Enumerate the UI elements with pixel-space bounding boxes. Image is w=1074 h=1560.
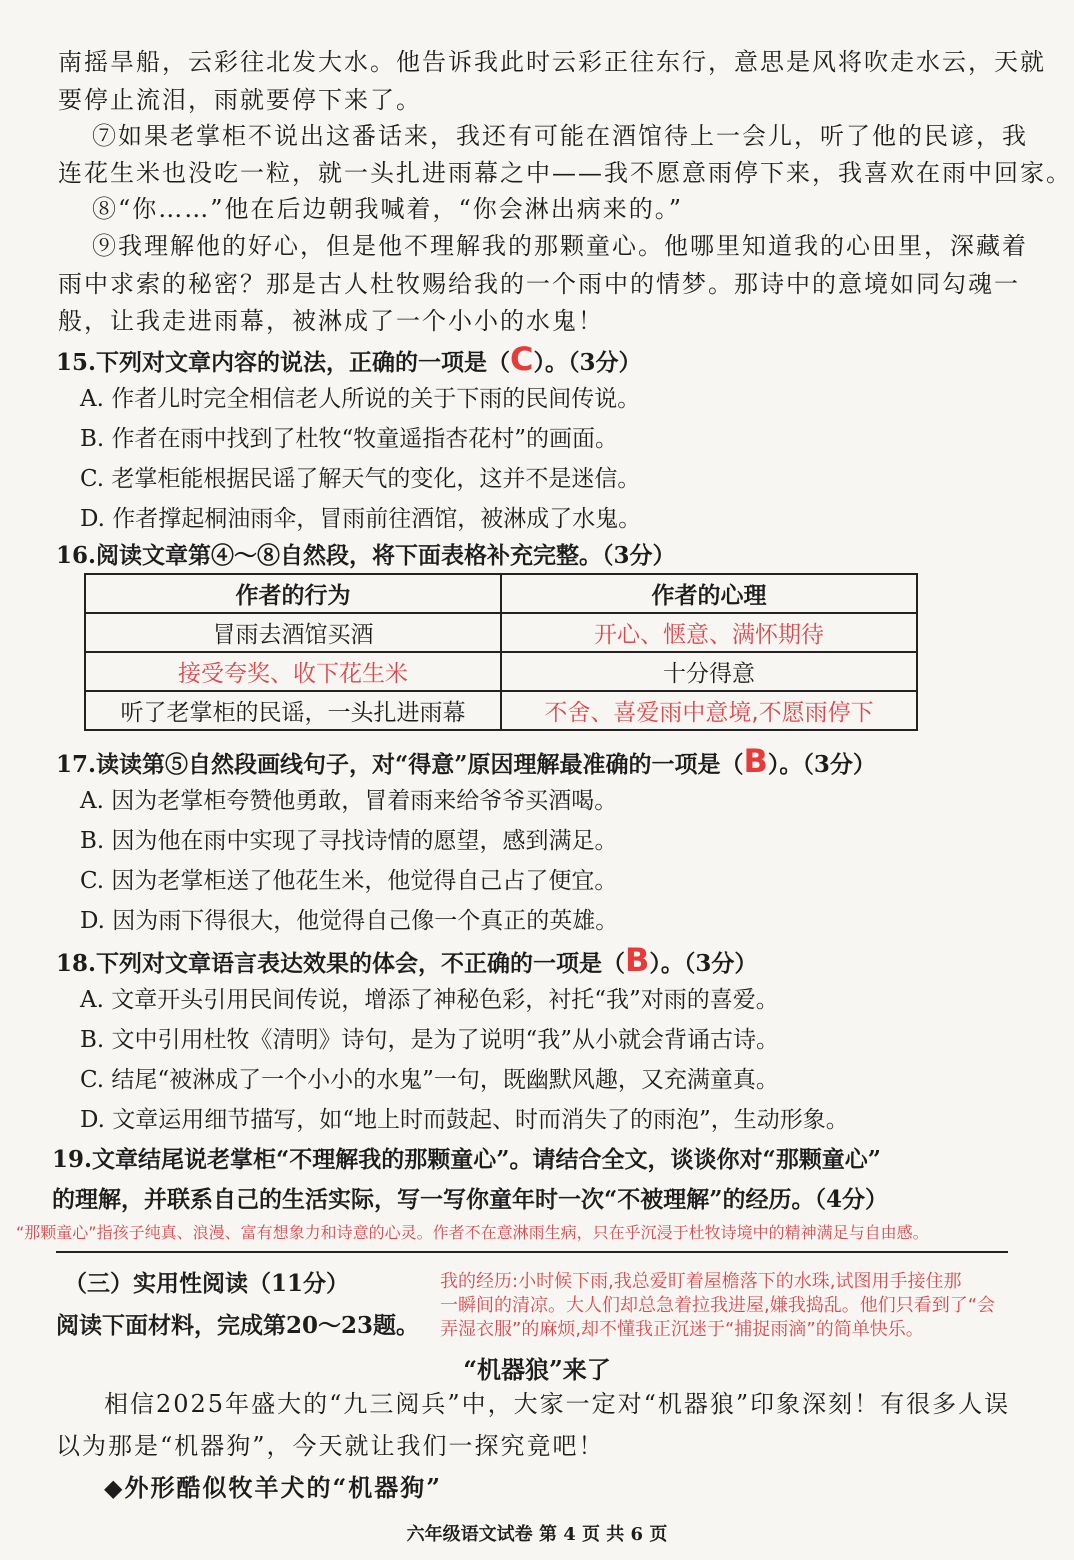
table-header: 作者的心理 (501, 574, 917, 613)
option-b: B. 因为他在雨中实现了寻找诗情的愿望，感到满足。 (80, 828, 618, 854)
passage-line: 要停止流泪，雨就要停下来了。 (58, 86, 422, 114)
option-c: C. 老掌柜能根据民谣了解天气的变化，这并不是迷信。 (80, 466, 641, 492)
option-a: A. 因为老掌柜夸赞他勇敢，冒着雨来给爷爷买酒喝。 (80, 788, 618, 814)
answer-mark: B (625, 941, 650, 979)
table-cell-answer: 接受夸奖、收下花生米 (85, 652, 501, 691)
question-stem: 15.下列对文章内容的说法，正确的一项是（ (56, 349, 511, 376)
table-cell-answer: 开心、惬意、满怀期待 (501, 613, 917, 652)
paragraph-8: ⑧“你……”他在后边朝我喊着，“你会淋出病来的。” (92, 195, 684, 223)
question-17 (56, 742, 876, 781)
option-d: D. 文章运用细节描写，如“地上时而鼓起、时而消失了的雨泡”，生动形象。 (80, 1107, 849, 1133)
experience-answer-cont: 弄湿衣服”的麻烦,却不懂我正沉迷于“捕捉雨滴”的简单快乐。 (440, 1319, 924, 1340)
page-footer: 六年级语文试卷 第 4 页 共 6 页 (406, 1524, 668, 1545)
option-c: C. 结尾“被淋成了一个小小的水鬼”一句，既幽默风趣，又充满童真。 (80, 1067, 779, 1093)
option-b: B. 作者在雨中找到了杜牧“牧童遥指杏花村”的画面。 (80, 426, 619, 452)
option-b: B. 文中引用杜牧《清明》诗句，是为了说明“我”从小就会背诵古诗。 (80, 1027, 780, 1053)
question-19-cont: 的理解，并联系自己的生活实际，写一写你童年时一次“不被理解”的经历。（4分） (52, 1186, 888, 1213)
experience-answer: 我的经历:小时候下雨,我总爱盯着屋檐落下的水珠,试图用手接住那 (440, 1271, 962, 1292)
article-paragraph: 相信2025年盛大的“九三阅兵”中，大家一定对“机器狼”印象深刻！有很多人误 (104, 1390, 1011, 1418)
article-subheading: ◆外形酷似牧羊犬的“机器狗” (104, 1473, 443, 1502)
passage-line: 南摇旱船，云彩往北发大水。他告诉我此时云彩正往东行，意思是风将吹走水云，天就 (58, 48, 1046, 76)
handwritten-answer: “那颗童心”指孩子纯真、浪漫、富有想象力和诗意的心灵。作者不在意淋雨生病，只在乎沉浸于杜牧诗境中的精神满足与自由感。 (16, 1223, 929, 1242)
paragraph-7: ⑦如果老掌柜不说出这番话来，我还有可能在酒馆待上一会儿，听了他的民谚，我 (92, 122, 1028, 150)
question-stem: 18.下列对文章语言表达效果的体会，不正确的一项是（ (56, 950, 626, 977)
question-19: 19.文章结尾说老掌柜“不理解我的那颗童心”。请结合全文，谈谈你对“那颗童心” (52, 1146, 881, 1173)
section-heading: （三）实用性阅读（11分） (64, 1270, 350, 1297)
question-stem: 17.读读第⑤自然段画线句子，对“得意”原因理解最准确的一项是（ (56, 751, 744, 778)
table-cell-answer: 不舍、喜爱雨中意境,不愿雨停下 (501, 691, 917, 730)
option-a: A. 文章开头引用民间传说，增添了神秘色彩，衬托“我”对雨的喜爱。 (80, 987, 779, 1013)
experience-answer-cont: 一瞬间的清凉。大人们却总急着拉我进屋,嫌我捣乱。他们只看到了“会 (440, 1295, 996, 1316)
question-18 (56, 941, 758, 980)
option-a: A. 作者儿时完全相信老人所说的关于下雨的民间传说。 (80, 386, 641, 412)
article-title: “机器狼”来了 (463, 1355, 611, 1384)
question-score: ）。（3分） (533, 349, 642, 376)
question-score: ）。（3分） (649, 950, 758, 977)
table-header: 作者的行为 (85, 574, 501, 613)
divider (56, 1251, 1008, 1253)
table-cell: 十分得意 (501, 652, 917, 691)
paragraph-9: ⑨我理解他的好心，但是他不理解我的那颗童心。他哪里知道我的心田里，深藏着 (92, 232, 1028, 260)
table-cell: 冒雨去酒馆买酒 (85, 613, 501, 652)
table-cell: 听了老掌柜的民谣，一头扎进雨幕 (85, 691, 501, 730)
answer-mark: B (743, 742, 768, 780)
option-d: D. 作者撑起桐油雨伞，冒雨前往酒馆，被淋成了水鬼。 (80, 506, 642, 532)
section-instruction: 阅读下面材料，完成第20～23题。 (56, 1312, 420, 1339)
question-16: 16.阅读文章第④～⑧自然段，将下面表格补充完整。（3分） (56, 542, 676, 569)
option-d: D. 因为雨下得很大，他觉得自己像一个真正的英雄。 (80, 908, 619, 934)
question-15 (56, 340, 642, 379)
option-c: C. 因为老掌柜送了他花生米，他觉得自己占了便宜。 (80, 868, 618, 894)
paragraph-7-cont: 连花生米也没吃一粒，就一头扎进雨幕之中——我不愿意雨停下来，我喜欢在雨中回家。 (58, 159, 1072, 187)
paragraph-9-cont: 雨中求索的秘密？那是古人杜牧赐给我的一个雨中的情梦。那诗中的意境如同勾魂一 (58, 270, 1020, 298)
question-score: ）。（3分） (767, 751, 876, 778)
article-paragraph-cont: 以为那是“机器狗”，今天就让我们一探究竟吧！ (56, 1432, 605, 1460)
answer-mark: C (510, 340, 534, 378)
answer-table (84, 573, 918, 731)
paragraph-9-cont: 般，让我走进雨幕，被淋成了一个小小的水鬼！ (58, 307, 604, 335)
